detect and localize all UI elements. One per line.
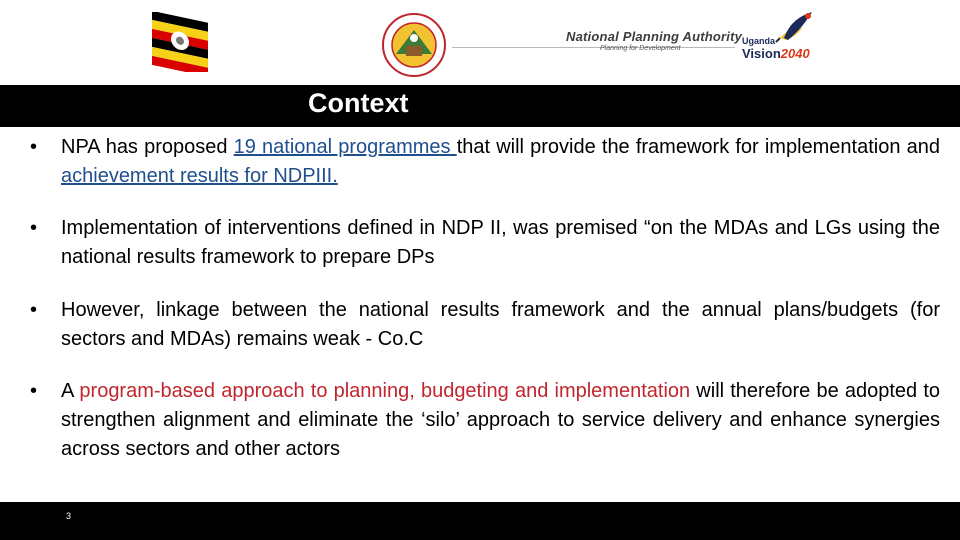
header-divider-line: [452, 47, 735, 48]
ndpiii-results-link[interactable]: achievement results for NDPIII.: [61, 165, 338, 187]
text-segment: NPA has proposed: [61, 136, 234, 158]
npa-tagline-text: Planning for Development: [600, 45, 681, 52]
footer-bar: [0, 502, 960, 540]
bullet-text: [61, 377, 940, 464]
vision-2040-label: [742, 46, 810, 61]
highlighted-phrase: program-based approach to planning, budgeting and implementation: [79, 380, 691, 402]
slide-title: Context: [308, 88, 409, 118]
bullet-marker: •: [30, 136, 38, 158]
text-segment: A: [61, 380, 80, 402]
bullet-text: Implementation of interventions defined in NDP II, was premised “on the MDAs and LGs using the national results framework to prepare DPs: [61, 217, 940, 268]
npa-seal-logo: [376, 12, 452, 78]
vision-year: 2040: [780, 46, 810, 61]
bullet-marker: •: [30, 380, 38, 402]
npa-name-text: National Planning Authority: [566, 29, 743, 44]
vision-country-label: Uganda: [742, 36, 776, 46]
uganda-flag-logo: [148, 12, 214, 72]
national-programmes-link[interactable]: 19 national programmes: [233, 136, 457, 158]
vision-word: Vision: [742, 46, 781, 61]
text-segment: will therefore be adopted to strengthen alignment and eliminate the ‘silo’ approach to service delivery and enhance synergies across sectors and other actors: [61, 380, 941, 460]
page-number: 3: [66, 511, 72, 521]
bullet-text: [61, 133, 940, 191]
title-bar: [0, 85, 960, 127]
bullet-marker: •: [30, 217, 38, 239]
text-segment: that will provide the framework for implementation and: [456, 136, 940, 158]
bullet-marker: •: [30, 299, 38, 321]
bullet-text: However, linkage between the national results framework and the annual plans/budgets (for sectors and MDAs) remains weak - Co.C: [61, 299, 940, 350]
